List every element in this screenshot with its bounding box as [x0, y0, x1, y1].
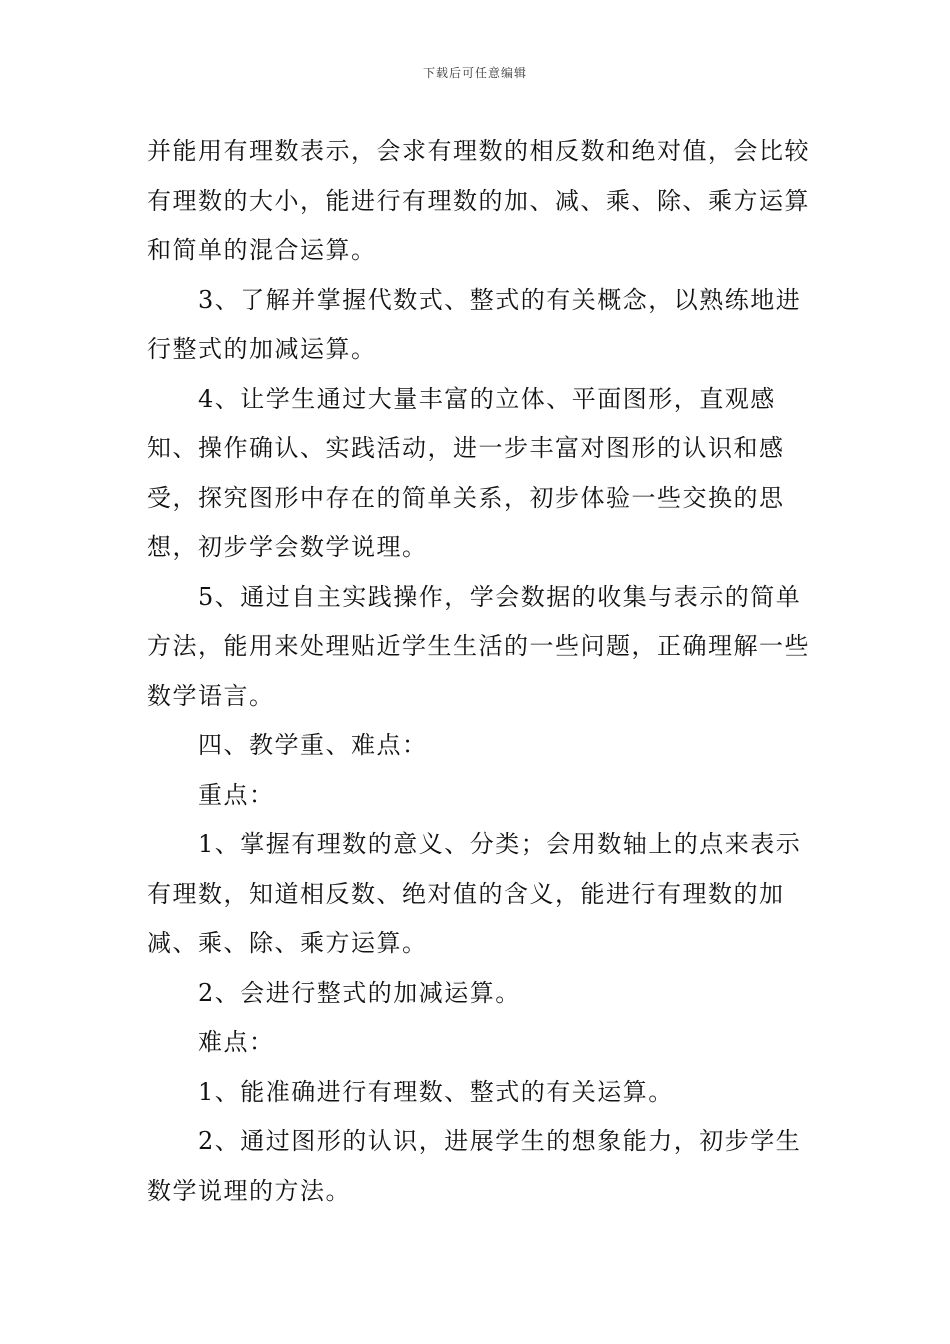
focus-item-1: 1、掌握有理数的意义、分类；会用数轴上的点来表示有理数，知道相反数、绝对值的含义，能进行有理数的加减、乘、除、乘方运算。	[147, 830, 802, 957]
document-body	[147, 127, 812, 1216]
paragraph-continued: 并能用有理数表示，会求有理数的相反数和绝对值，会比较有理数的大小，能进行有理数的加、减、乘、除、乘方运算和简单的混合运算。	[147, 137, 810, 264]
paragraph-item-5: 5、通过自主实践操作，学会数据的收集与表示的简单方法，能用来处理贴近学生生活的一些问题，正确理解一些数学语言。	[147, 582, 810, 710]
subheading-focus: 重点：	[198, 780, 275, 809]
subheading-difficulty: 难点：	[198, 1028, 275, 1056]
focus-item-2: 2、会进行整式的加减运算。	[198, 978, 521, 1007]
paragraph-item-4: 4、让学生通过大量丰富的立体、平面图形，直观感知、操作确认、实践活动，进一步丰富对图形的认识和感受，探究图形中存在的简单关系，初步体验一些交换的思想，初步学会数学说理。	[147, 384, 785, 561]
paragraph-item-3: 3、了解并掌握代数式、整式的有关概念，以熟练地进行整式的加减运算。	[147, 285, 802, 363]
difficulty-item-1: 1、能准确进行有理数、整式的有关运算。	[198, 1077, 674, 1106]
difficulty-item-2: 2、通过图形的认识，进展学生的想象能力，初步学生数学说理的方法。	[147, 1127, 802, 1205]
section-heading-key-points: 四、教学重、难点：	[198, 731, 428, 759]
page-header: 下载后可任意编辑	[422, 66, 527, 80]
